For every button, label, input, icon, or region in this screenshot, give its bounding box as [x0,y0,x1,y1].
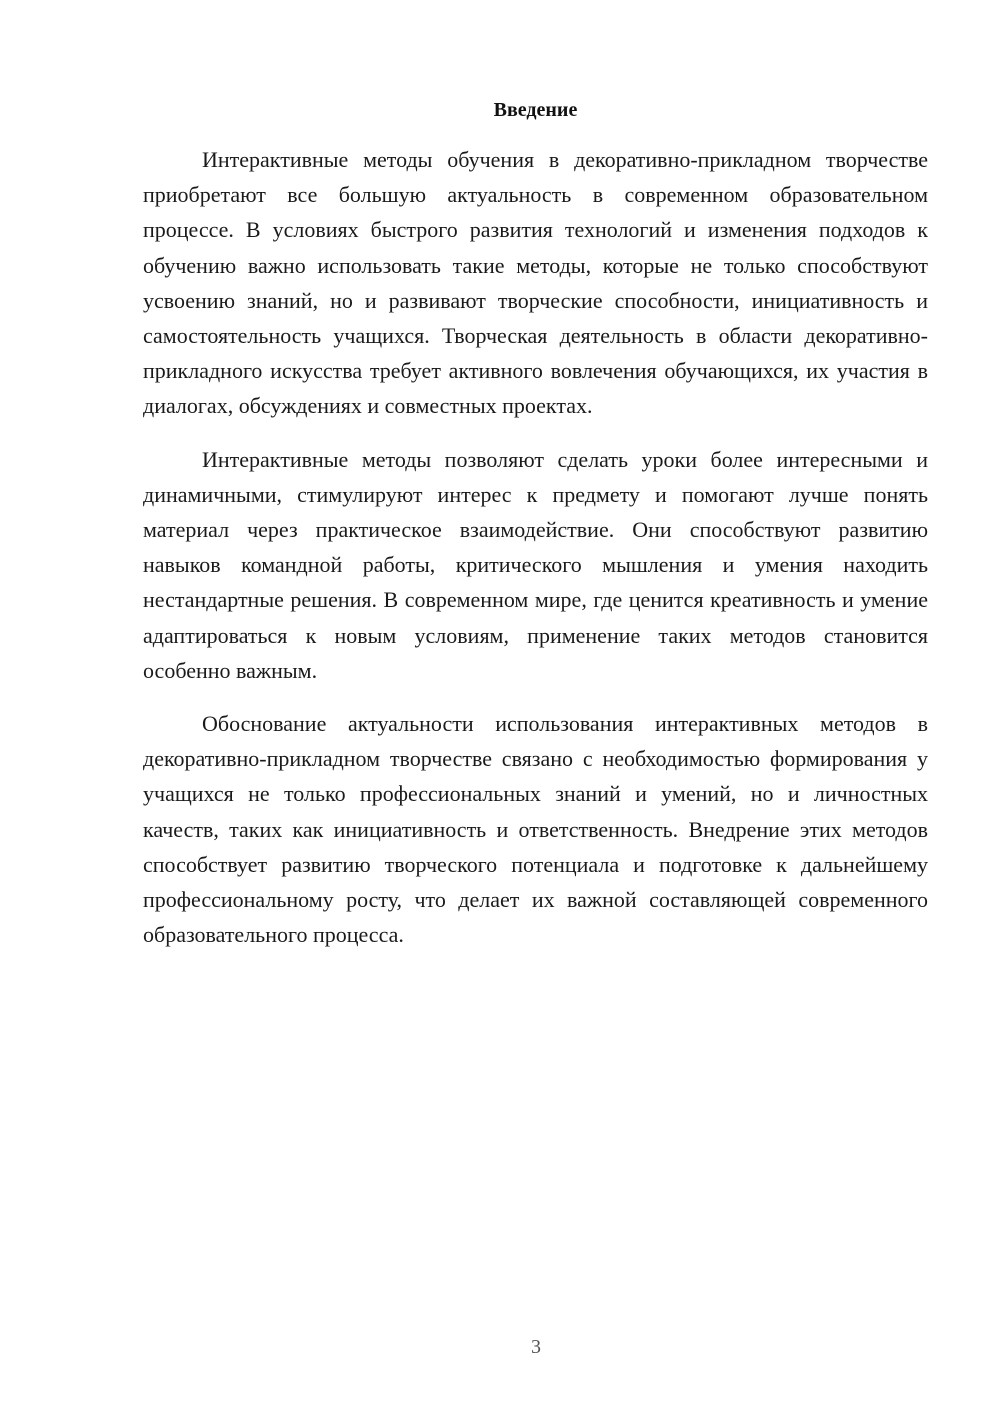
page-content [143,94,928,970]
paragraph-2: Интерактивные методы позволяют сделать уроки более интересными и динамичными, стимулируют интерес к предмету и помогают лучше понять материал через практическое взаимодействие. Они способствуют развитию навыков командной работы, критического мышления и умения находить нестандартные решения. В современном мире, где ценится креативность и умение адаптироваться к новым условиям, применение таких методов становится особенно важным. [143,446,928,683]
section-title: Введение [493,99,578,121]
paragraph-1: Интерактивные методы обучения в декоративно-прикладном творчестве приобретают все большую актуальность в современном образовательном процессе. В условиях быстрого развития технологий и изменения подходов к обучению важно использовать такие методы, которые не только способствуют усвоению знаний, но и развивают творческие способности, инициативность и самостоятельность учащихся. Творческая деятельность в области декоративно-прикладного искусства требует активного вовлечения обучающихся, их участия в диалогах, обсуждениях и совместных проектах. [143,147,928,419]
page-number: 3 [531,1336,541,1358]
paragraph-3: Обоснование актуальности использования интерактивных методов в декоративно-прикладном творчестве связано с необходимостью формирования у учащихся не только профессиональных знаний и умений, но и личностных качеств, таких как инициативность и ответственность. Внедрение этих методов способствует развитию творческого потенциала и подготовке к дальнейшему профессиональному росту, что делает их важной составляющей современного образовательного процесса. [143,711,928,948]
